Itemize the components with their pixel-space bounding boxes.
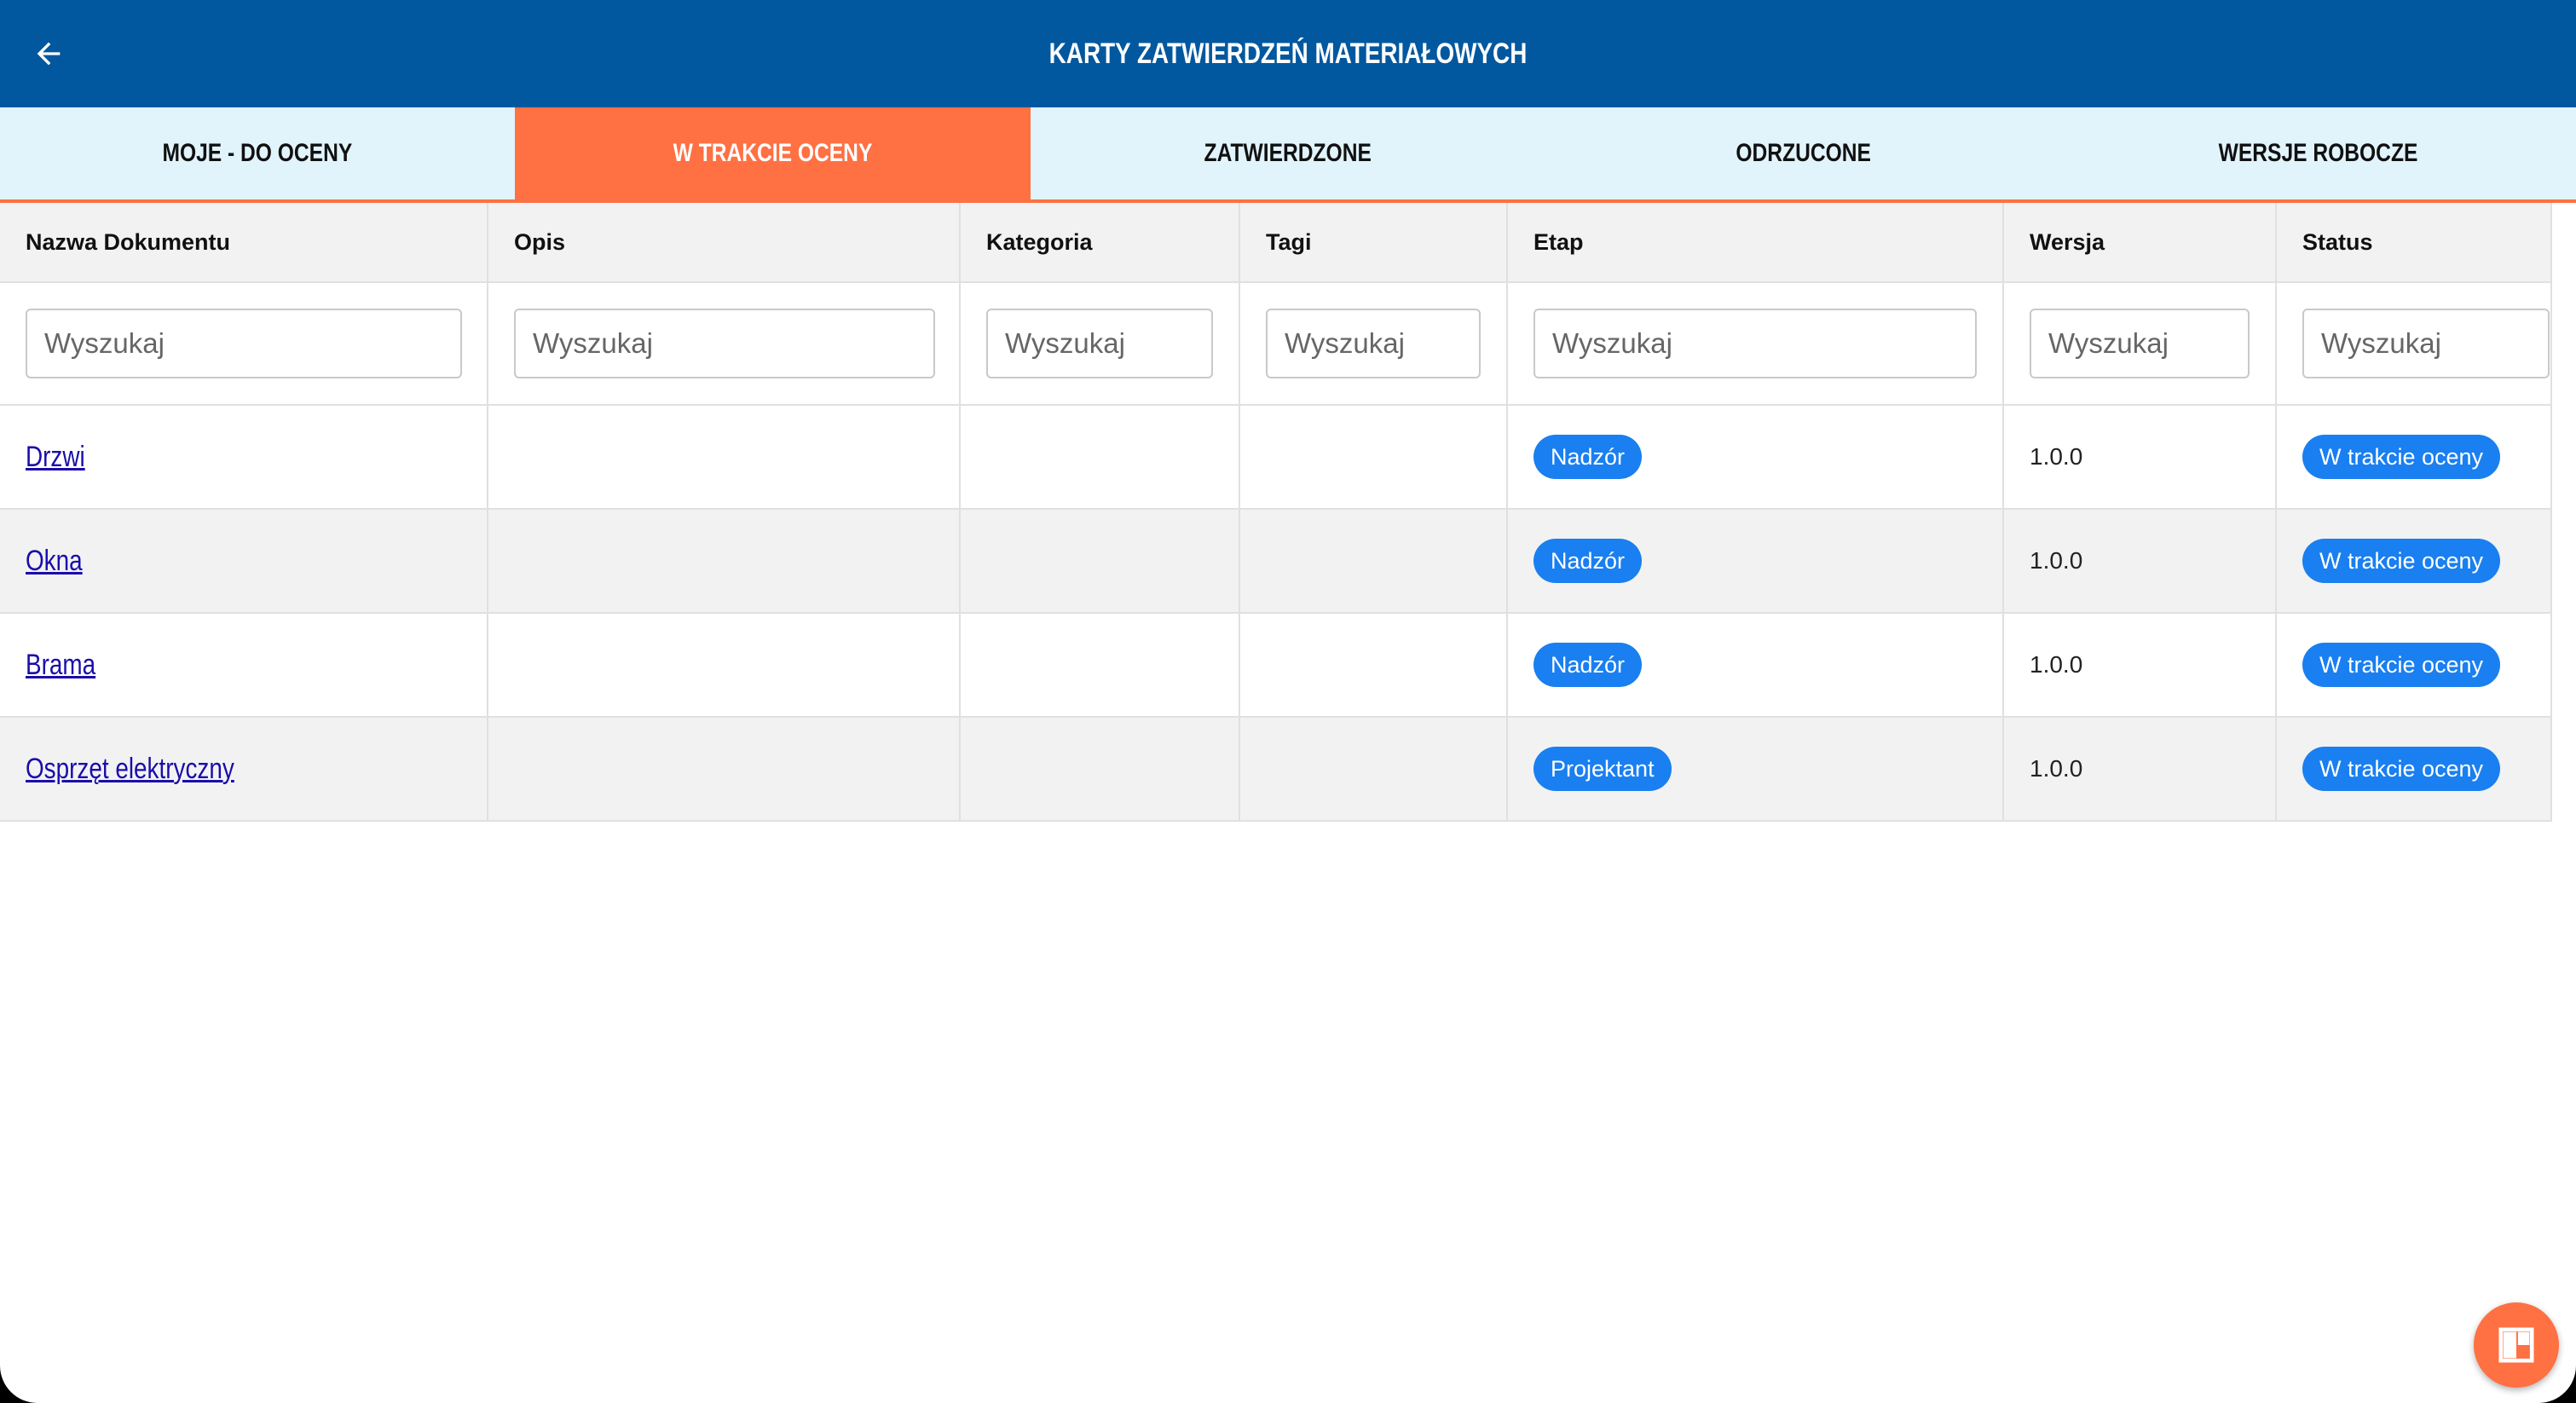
description-cell (488, 405, 960, 509)
back-button[interactable] (20, 26, 77, 82)
column-header-stage[interactable]: Etap (1507, 203, 2003, 282)
status-cell (2276, 717, 2551, 821)
search-input-status[interactable] (2302, 309, 2550, 378)
search-input-description[interactable] (514, 309, 935, 378)
filter-cell (2276, 282, 2551, 405)
tab-label: WERSJE ROBOCZE (2218, 139, 2418, 167)
name-cell (0, 509, 488, 613)
category-cell (960, 405, 1239, 509)
document-link[interactable]: Brama (26, 648, 96, 681)
page-title: KARTY ZATWIERDZEŃ MATERIAŁOWYCH (1048, 37, 1528, 70)
filter-cell (1239, 282, 1507, 405)
search-input-tags[interactable] (1266, 309, 1481, 378)
header-row (0, 203, 2551, 282)
tags-cell (1239, 613, 1507, 717)
stage-badge: Nadzór (1533, 435, 1642, 479)
status-cell (2276, 509, 2551, 613)
status-badge: W trakcie oceny (2302, 435, 2500, 479)
board-icon (2497, 1325, 2536, 1365)
version-cell: 1.0.0 (2003, 405, 2276, 509)
description-cell (488, 613, 960, 717)
tags-cell (1239, 405, 1507, 509)
category-cell (960, 613, 1239, 717)
filter-cell (1507, 282, 2003, 405)
description-cell (488, 717, 960, 821)
description-cell (488, 509, 960, 613)
tab-label: W TRAKCIE OCENY (673, 139, 873, 167)
app-bar (0, 0, 2576, 107)
search-input-name[interactable] (26, 309, 462, 378)
table-row (0, 509, 2551, 613)
tab-label: MOJE - DO OCENY (162, 139, 353, 167)
stage-cell (1507, 613, 2003, 717)
version-cell: 1.0.0 (2003, 717, 2276, 821)
document-link[interactable]: Okna (26, 544, 83, 577)
tab-moje-do-oceny[interactable] (0, 107, 515, 199)
column-header-version[interactable]: Wersja (2003, 203, 2276, 282)
board-view-button[interactable] (2474, 1302, 2559, 1388)
stage-badge: Nadzór (1533, 643, 1642, 687)
tab-w-trakcie-oceny[interactable] (515, 107, 1030, 199)
status-cell (2276, 405, 2551, 509)
search-input-category[interactable] (986, 309, 1213, 378)
column-header-category[interactable]: Kategoria (960, 203, 1239, 282)
version-cell: 1.0.0 (2003, 509, 2276, 613)
tags-cell (1239, 717, 1507, 821)
search-input-version[interactable] (2030, 309, 2250, 378)
documents-table (0, 203, 2552, 822)
tab-label: ZATWIERDZONE (1204, 139, 1372, 167)
stage-badge: Projektant (1533, 747, 1672, 791)
tab-odrzucone[interactable] (1545, 107, 2060, 199)
version-cell: 1.0.0 (2003, 613, 2276, 717)
stage-cell (1507, 509, 2003, 613)
stage-cell (1507, 717, 2003, 821)
document-link[interactable]: Drzwi (26, 440, 85, 473)
filter-cell (0, 282, 488, 405)
name-cell (0, 613, 488, 717)
status-badge: W trakcie oceny (2302, 539, 2500, 583)
tab-label: ODRZUCONE (1736, 139, 1871, 167)
name-cell (0, 717, 488, 821)
table-row (0, 717, 2551, 821)
search-input-stage[interactable] (1533, 309, 1977, 378)
column-header-tags[interactable]: Tagi (1239, 203, 1507, 282)
filter-cell (2003, 282, 2276, 405)
column-header-description[interactable]: Opis (488, 203, 960, 282)
category-cell (960, 717, 1239, 821)
status-badge: W trakcie oceny (2302, 643, 2500, 687)
tab-zatwierdzone[interactable] (1031, 107, 1545, 199)
tab-bar (0, 107, 2576, 203)
column-header-status[interactable]: Status (2276, 203, 2551, 282)
filter-row (0, 282, 2551, 405)
filter-cell (960, 282, 1239, 405)
tags-cell (1239, 509, 1507, 613)
status-cell (2276, 613, 2551, 717)
tab-wersje-robocze[interactable] (2061, 107, 2576, 199)
table-row (0, 613, 2551, 717)
arrow-left-icon (32, 37, 66, 71)
column-header-name[interactable]: Nazwa Dokumentu (0, 203, 488, 282)
stage-badge: Nadzór (1533, 539, 1642, 583)
stage-cell (1507, 405, 2003, 509)
document-link[interactable]: Osprzęt elektryczny (26, 752, 234, 785)
filter-cell (488, 282, 960, 405)
status-badge: W trakcie oceny (2302, 747, 2500, 791)
name-cell (0, 405, 488, 509)
category-cell (960, 509, 1239, 613)
table-row (0, 405, 2551, 509)
